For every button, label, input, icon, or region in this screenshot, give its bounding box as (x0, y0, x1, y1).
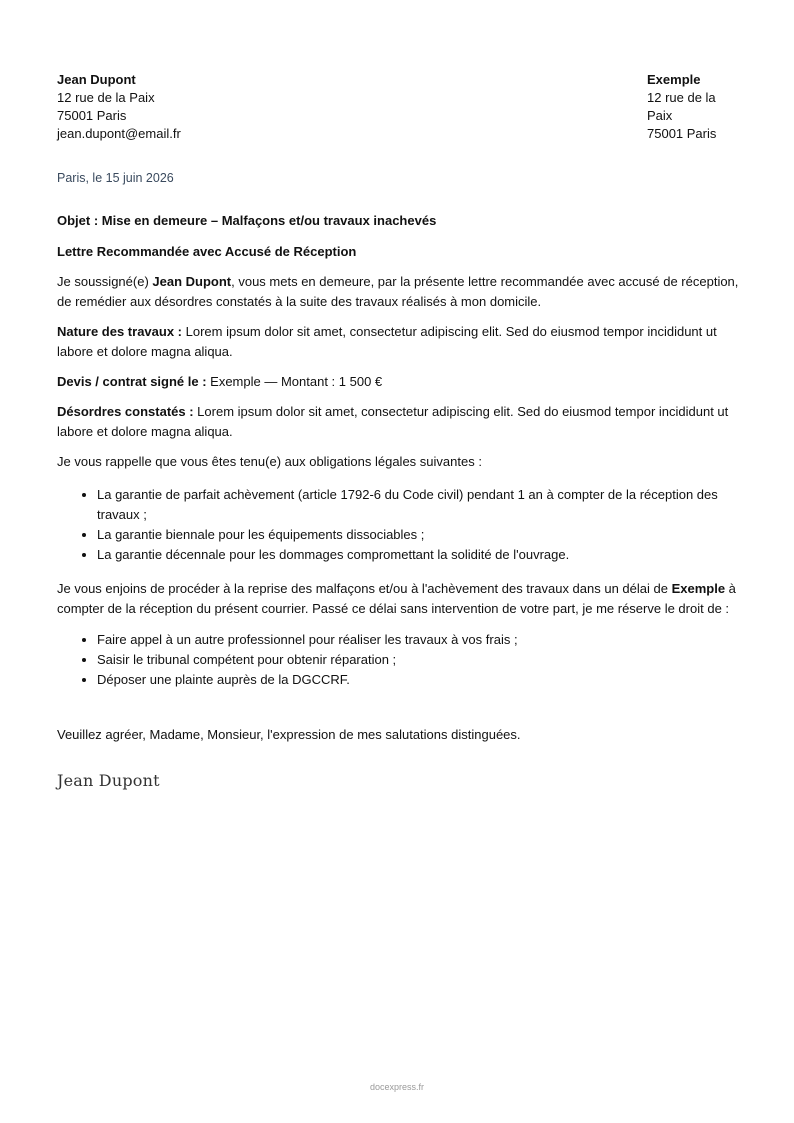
letter-object: Objet : Mise en demeure – Malfaçons et/ou travaux inachevés (57, 213, 437, 228)
desordres-label: Désordres constatés : (57, 404, 194, 419)
sender-street: 12 rue de la Paix (57, 90, 155, 105)
signature: Jean Dupont (57, 771, 160, 790)
intro-after: , vous mets en demeure, par la présente lettre recommandée avec accusé de réception, de remédier aux désordres constatés à la suite des travaux réalisés à mon domicile. (57, 274, 739, 309)
list-item: • La garantie de parfait achèvement (article 1792-6 du Code civil) pendant 1 an à compter de la réception des travaux ; (97, 485, 739, 525)
nature-label: Nature des travaux : (57, 324, 182, 339)
reminder-paragraph: Je vous rappelle que vous êtes tenu(e) aux obligations légales suivantes : (57, 454, 482, 469)
sender-name: Jean Dupont (57, 72, 136, 87)
intro-before: Je soussigné(e) (57, 274, 153, 289)
list-item: • Déposer une plainte auprès de la DGCCRF. (97, 670, 739, 690)
list-item: • Faire appel à un autre professionnel pour réaliser les travaux à vos frais ; (97, 630, 739, 650)
injunction-delay: Exemple (671, 581, 726, 596)
nature-text: Lorem ipsum dolor sit amet, consectetur adipiscing elit. Sed do eiusmod tempor incididunt ut labore et dolore magna aliqua. (57, 324, 717, 359)
injunction-paragraph (57, 579, 739, 619)
letter-page (57, 71, 739, 790)
recipient-block (647, 71, 739, 143)
sender-block (57, 71, 181, 143)
recipient-city: 75001 Paris (647, 126, 717, 141)
recipient-name: Exemple (647, 72, 701, 87)
list-item: • La garantie décennale pour les dommages compromettant la solidité de l'ouvrage. (97, 545, 739, 565)
devis-text: Exemple — Montant : 1 500 € (206, 374, 383, 389)
lrar-mention: Lettre Recommandée avec Accusé de Réception (57, 244, 357, 259)
footer-brand: docexpress.fr (369, 1082, 425, 1092)
sender-city: 75001 Paris (57, 108, 127, 123)
intro-name: Jean Dupont (152, 274, 232, 289)
injunction-before: Je vous enjoins de procéder à la reprise des malfaçons et/ou à l'achèvement des travaux dans un délai de (57, 581, 672, 596)
obligations-list (57, 485, 739, 565)
nature-paragraph (57, 322, 739, 362)
recipient-street: 12 rue de la Paix (647, 90, 716, 123)
desordres-paragraph (57, 402, 739, 442)
letter-date: Paris, le 15 juin 2026 (57, 171, 174, 185)
list-item: • Saisir le tribunal compétent pour obtenir réparation ; (97, 650, 739, 670)
list-item: • La garantie biennale pour les équipements dissociables ; (97, 525, 739, 545)
desordres-text: Lorem ipsum dolor sit amet, consectetur adipiscing elit. Sed do eiusmod tempor incididunt ut labore et dolore magna aliqua. (57, 404, 729, 439)
closing-formula: Veuillez agréer, Madame, Monsieur, l'expression de mes salutations distinguées. (57, 727, 521, 742)
actions-list (57, 630, 739, 690)
sender-email: jean.dupont@email.fr (57, 126, 181, 141)
devis-paragraph (57, 372, 739, 392)
injunction-after: à compter de la réception du présent courrier. Passé ce délai sans intervention de votre part, je me réserve le droit de : (57, 581, 736, 616)
devis-label: Devis / contrat signé le : (57, 374, 207, 389)
letter-header (57, 71, 739, 143)
intro-paragraph (57, 272, 739, 312)
